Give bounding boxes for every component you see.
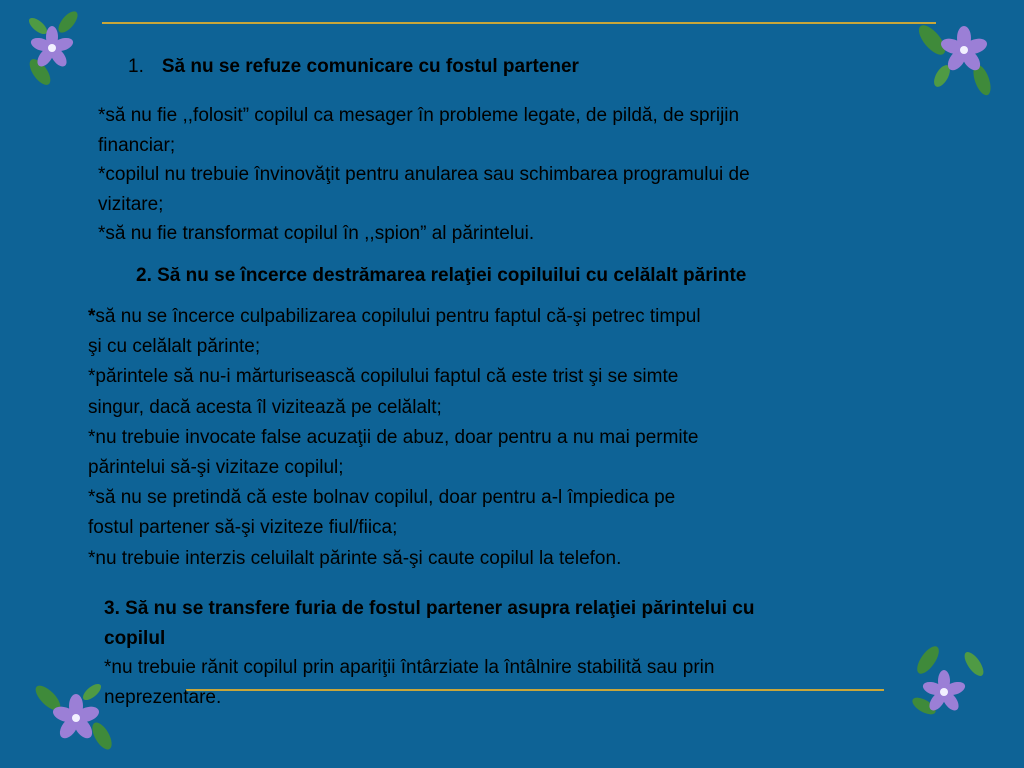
body-line-text: să nu se încerce culpabilizarea copilului pentru faptul că-şi petrec timpul bbox=[95, 306, 701, 327]
section-3-heading-line: copilul bbox=[104, 627, 166, 649]
body-line: financiar; bbox=[98, 134, 176, 156]
section-1-heading bbox=[128, 56, 579, 78]
top-divider-line bbox=[102, 22, 936, 24]
body-line: *nu trebuie rănit copilul prin apariţii întârziate la întâlnire stabilită sau prin bbox=[104, 657, 715, 678]
body-line: părintelui să-şi vizitaze copilul; bbox=[88, 457, 344, 479]
body-line: vizitare; bbox=[98, 193, 164, 215]
body-line: *nu trebuie invocate false acuzaţii de abuz, doar pentru a nu mai permite bbox=[88, 426, 699, 448]
periwinkle-flower-icon bbox=[902, 642, 992, 724]
section-2-heading: 2. Să nu se încerce destrămarea relaţiei copiluilui cu celălalt părinte bbox=[136, 265, 747, 286]
section-1-number: 1. bbox=[128, 56, 144, 77]
section-3-body bbox=[104, 594, 754, 712]
periwinkle-flower-icon bbox=[912, 18, 998, 100]
section-1-body bbox=[98, 101, 750, 249]
body-line: *să nu se pretindă că este bolnav copilul, doar pentru a-l împiedica pe bbox=[88, 487, 676, 509]
body-line: *părintele să nu-i mărturisească copilului faptul că este trist şi se simte bbox=[88, 366, 679, 388]
body-line: *copilul nu trebuie învinovăţit pentru anularea sau schimbarea programului de bbox=[98, 164, 750, 185]
body-line: şi cu celălalt părinte; bbox=[88, 336, 261, 358]
body-line: singur, dacă acesta îl vizitează pe celălalt; bbox=[88, 396, 442, 418]
body-line: neprezentare. bbox=[104, 686, 222, 708]
bullet-star: * bbox=[88, 306, 96, 327]
body-line: *nu trebuie interzis celuilalt părinte să-şi caute copilul la telefon. bbox=[88, 547, 622, 569]
body-line: *să nu fie ,,folosit” copilul ca mesager în probleme legate, de pildă, de sprijin bbox=[98, 105, 740, 126]
body-line bbox=[88, 302, 701, 332]
body-line: fostul partener să-şi viziteze fiul/fiica; bbox=[88, 517, 398, 539]
section-1-heading-text: Să nu se refuze comunicare cu fostul partener bbox=[161, 56, 579, 77]
section-2-body bbox=[88, 302, 701, 574]
periwinkle-flower-icon bbox=[24, 10, 90, 90]
section-3-heading-line: 3. Să nu se transfere furia de fostul partener asupra relaţiei părintelui cu bbox=[104, 598, 755, 619]
body-line: *să nu fie transformat copilul în ,,spion” al părintelui. bbox=[98, 223, 535, 244]
